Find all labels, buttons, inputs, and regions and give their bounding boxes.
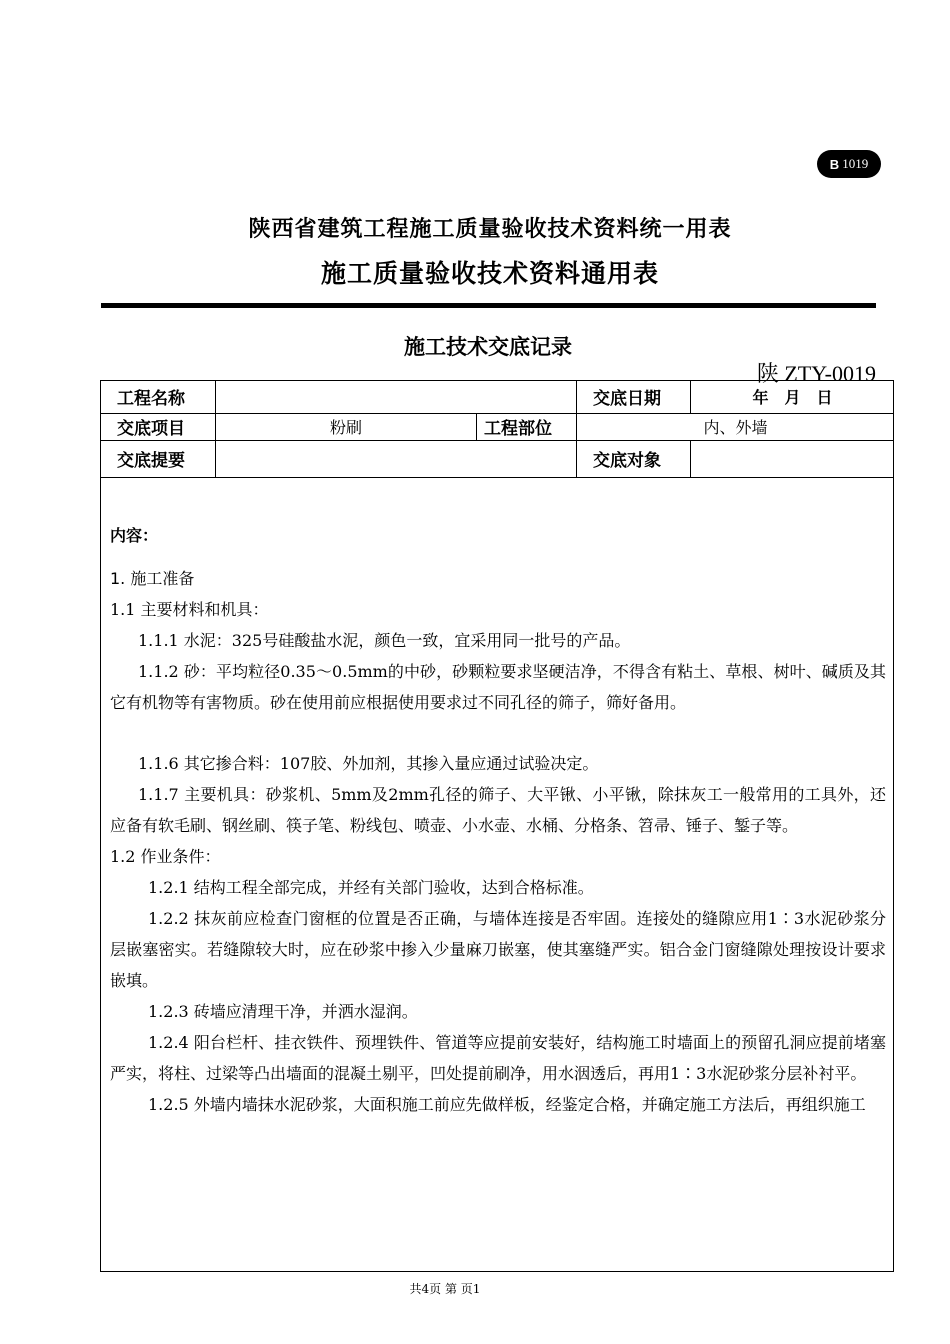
badge-number: 1019 bbox=[842, 156, 869, 171]
paragraph: 1.1.1 水泥：325号硅酸盐水泥，颜色一致，宜采用同一批号的产品。 bbox=[138, 631, 631, 650]
paragraph: 1.2.5 外墙内墙抹水泥砂浆，大面积施工前应先做样板，经鉴定合格，并确定施工方法后，再组织施工 bbox=[148, 1095, 866, 1114]
blank-line bbox=[110, 718, 886, 748]
target-value[interactable] bbox=[691, 440, 894, 477]
date-label: 交底日期 bbox=[593, 389, 661, 409]
paragraph: 1.1.7 主要机具：砂浆机、5mm及2mm孔径的筛子、大平锹、小平锹，除抹灰工一般常用的工具外，还应备有软毛刷、钢丝刷、筷子笔、粉线包、喷壶、小水壶、水桶、分格条、笤帚、锤子、錾子等。 bbox=[110, 785, 886, 835]
part-label: 工程部位 bbox=[484, 419, 552, 439]
content-heading: 内容： bbox=[110, 526, 159, 545]
paragraph: 1.2.2 抹灰前应检查门窗框的位置是否正确，与墙体连接是否牢固。连接处的缝隙应用1∶3水泥砂浆分层嵌塞密实。若缝隙较大时，应在砂浆中掺入少量麻刀嵌塞，使其塞缝严实。铝合金门窗缝隙处理按设计要求嵌填。 bbox=[110, 909, 886, 990]
table-rule bbox=[476, 413, 477, 440]
form-number-badge bbox=[817, 150, 881, 178]
section-heading: 1. 施工准备 bbox=[110, 569, 195, 588]
header-divider bbox=[101, 303, 876, 308]
table-rule bbox=[100, 477, 894, 478]
summary-value[interactable] bbox=[216, 440, 576, 477]
form-title: 施工技术交底记录 bbox=[404, 335, 572, 359]
target-label: 交底对象 bbox=[593, 451, 661, 471]
project-name-value[interactable] bbox=[216, 380, 576, 413]
paragraph: 1.2.4 阳台栏杆、挂衣铁件、预埋铁件、管道等应提前安装好，结构施工时墙面上的预留孔洞应提前堵塞严实，将柱、过梁等凸出墙面的混凝土剔平，凹处提前刷净，用水洇透后，再用1∶3水泥砂浆分层补衬平。 bbox=[110, 1033, 886, 1083]
page-footer: 共4页 第 页1 bbox=[409, 1282, 481, 1296]
paragraph: 1.1.6 其它掺合料：107胶、外加剂，其掺入量应通过试验决定。 bbox=[138, 754, 599, 773]
paragraph: 1.2.3 砖墙应清理干净，并洒水湿润。 bbox=[148, 1002, 418, 1021]
project-name-label: 工程名称 bbox=[117, 389, 185, 409]
content-body bbox=[110, 520, 886, 1120]
subsection-heading: 1.2 作业条件： bbox=[110, 847, 221, 866]
title-line-1: 陕西省建筑工程施工质量验收技术资料统一用表 bbox=[248, 217, 732, 242]
item-value[interactable]: 粉刷 bbox=[329, 418, 362, 437]
paragraph: 1.2.1 结构工程全部完成，并经有关部门验收，达到合格标准。 bbox=[148, 878, 594, 897]
item-label: 交底项目 bbox=[117, 419, 185, 439]
badge-prefix: B bbox=[829, 156, 840, 172]
date-value[interactable]: 年 月 日 bbox=[752, 388, 833, 407]
paragraph: 1.1.2 砂：平均粒径0.35～0.5mm的中砂，砂颗粒要求坚硬洁净，不得含有粘土、草根、树叶、碱质及其它有机物等有害物质。砂在使用前应根据使用要求过不同孔径的筛子，筛好备用。 bbox=[110, 662, 886, 712]
title-line-2: 施工质量验收技术资料通用表 bbox=[320, 259, 659, 288]
subsection-heading: 1.1 主要材料和机具： bbox=[110, 600, 269, 619]
summary-label: 交底提要 bbox=[117, 451, 185, 471]
part-value[interactable]: 内、外墙 bbox=[703, 418, 768, 437]
form-code: 陕 ZTY-0019 bbox=[756, 361, 876, 386]
